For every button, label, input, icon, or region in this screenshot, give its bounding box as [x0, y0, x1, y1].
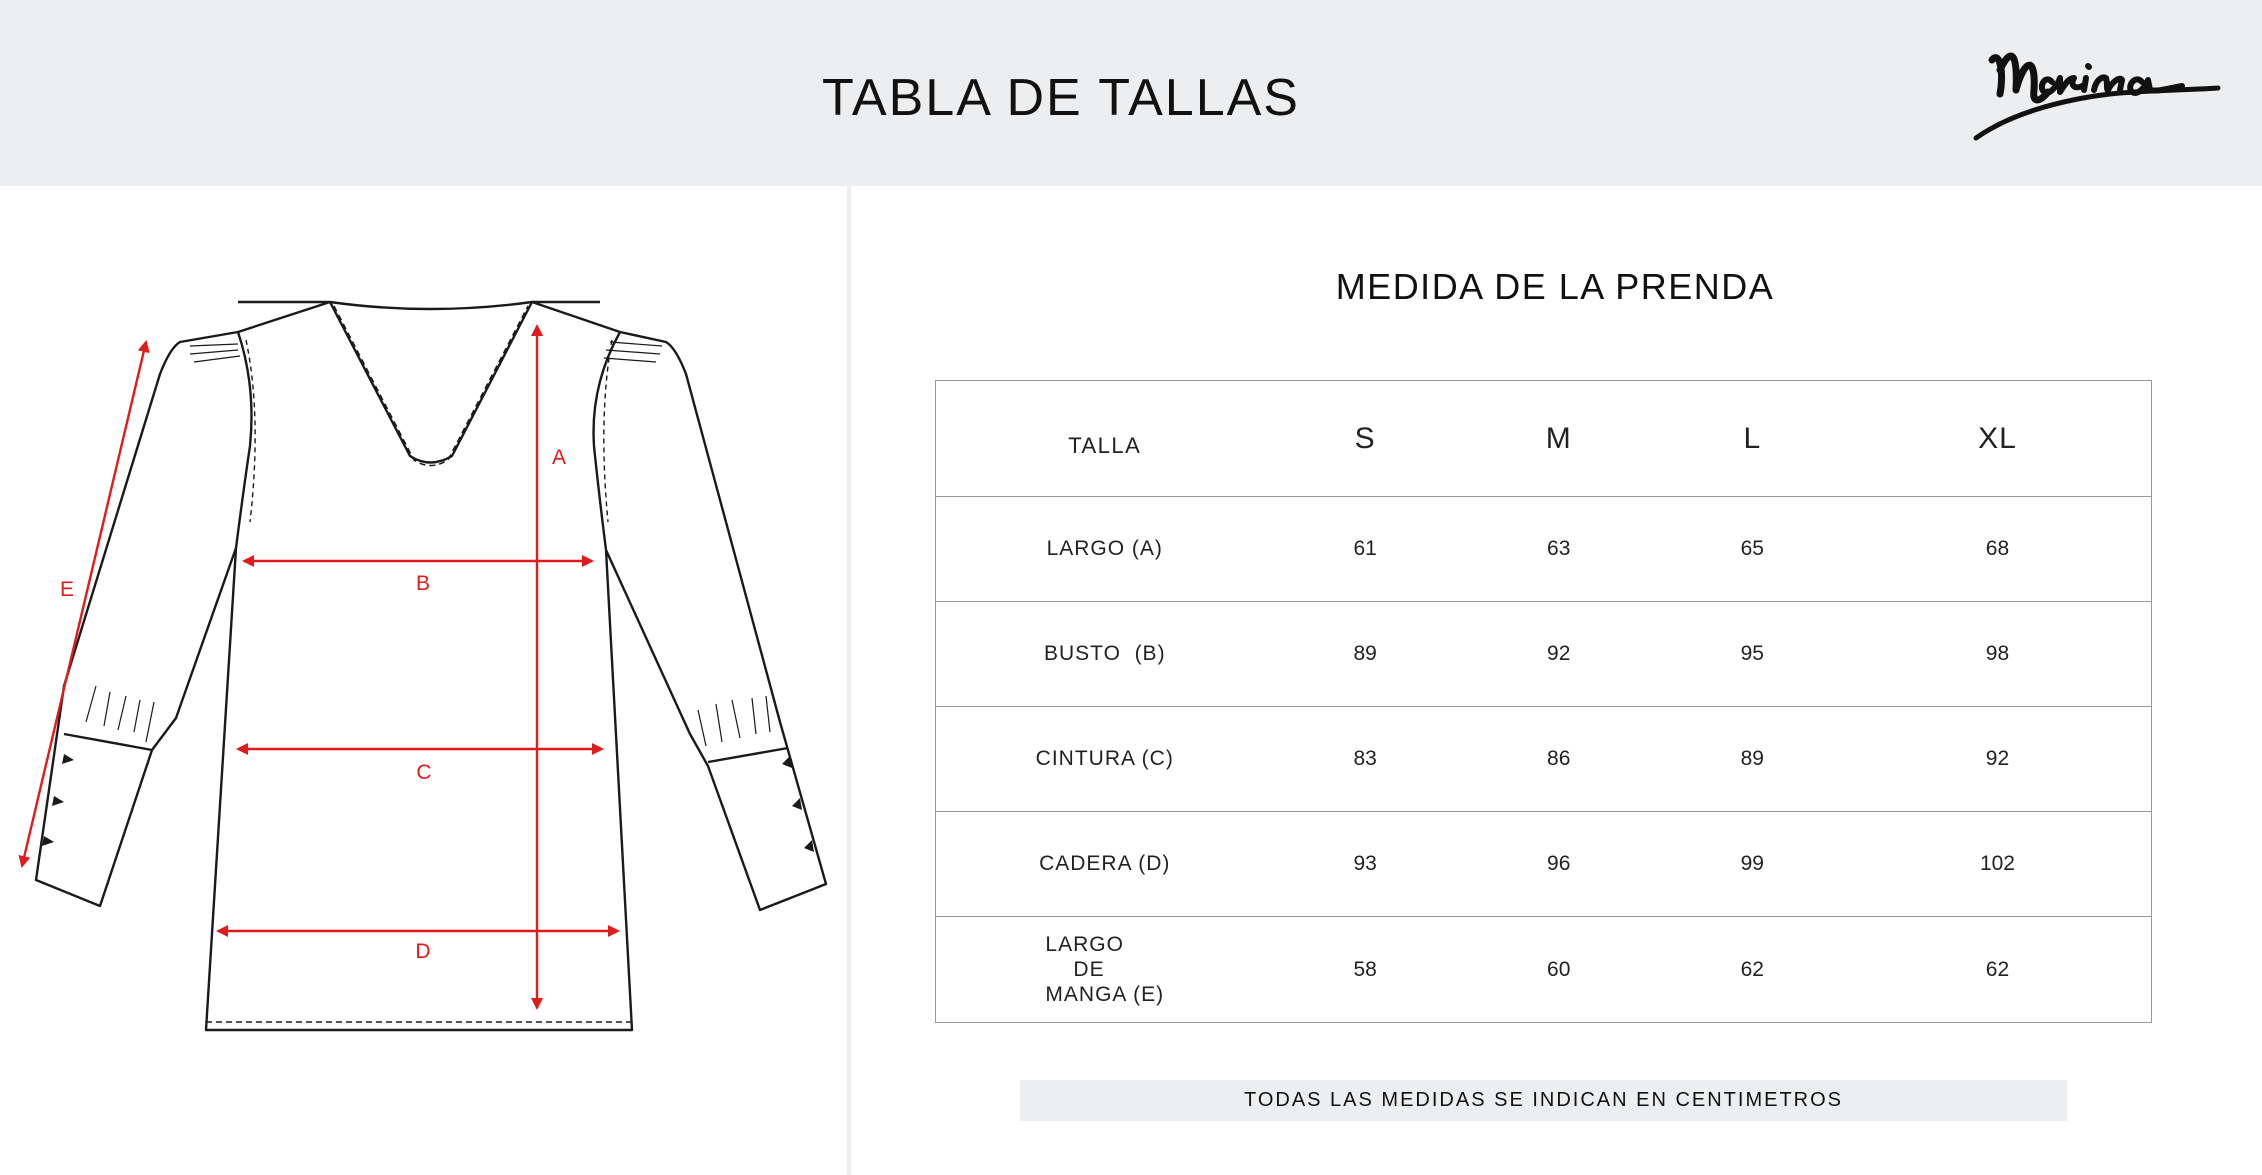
row-label-line: LARGO — [1045, 933, 1124, 956]
row-label-multiline — [1045, 932, 1164, 1007]
brand-logo — [1970, 30, 2230, 150]
table-cell: 62 — [1661, 917, 1844, 1023]
table-cell: 96 — [1457, 812, 1661, 917]
size-table — [935, 380, 2152, 1023]
table-cell: 89 — [1661, 707, 1844, 812]
table-title: MEDIDA DE LA PRENDA — [1335, 266, 1775, 307]
page-title: TABLA DE TALLAS — [822, 69, 1300, 127]
measure-labels — [60, 446, 566, 963]
column-divider — [847, 186, 851, 1175]
size-header: L — [1743, 421, 1762, 455]
table-row — [936, 707, 2152, 812]
label-b: B — [415, 572, 431, 595]
row-label: LARGO (A) — [936, 497, 1274, 602]
size-header: M — [1545, 421, 1572, 455]
table-cell: 92 — [1844, 707, 2152, 812]
row-label — [936, 917, 1274, 1023]
garment-outline — [36, 302, 826, 1030]
garment-diagram — [0, 186, 847, 1175]
table-cell: 60 — [1457, 917, 1661, 1023]
size-header: XL — [1978, 421, 2017, 455]
table-cell: 62 — [1844, 917, 2152, 1023]
measure-arrows — [22, 326, 618, 1008]
row-label: CADERA (D) — [936, 812, 1274, 917]
row-label: CINTURA (C) — [936, 707, 1274, 812]
label-a: A — [552, 446, 567, 469]
table-row — [936, 602, 2152, 707]
header-label: TALLA — [1068, 432, 1142, 458]
table-cell: 61 — [1274, 497, 1457, 602]
table-cell: 93 — [1274, 812, 1457, 917]
table-cell: 58 — [1274, 917, 1457, 1023]
label-d: D — [415, 940, 431, 963]
table-cell: 99 — [1661, 812, 1844, 917]
table-row — [936, 917, 2152, 1023]
row-label: BUSTO (B) — [936, 602, 1274, 707]
table-cell: 102 — [1844, 812, 2152, 917]
table-header-row — [936, 381, 2152, 497]
label-c: C — [416, 761, 432, 784]
label-e: E — [60, 578, 75, 601]
units-note: TODAS LAS MEDIDAS SE INDICAN EN CENTIMETROS — [1020, 1080, 2067, 1121]
arrow-e — [22, 342, 146, 866]
size-header: S — [1354, 421, 1376, 455]
table-row — [936, 812, 2152, 917]
table-cell: 68 — [1844, 497, 2152, 602]
row-label-line: DE — [1073, 958, 1105, 981]
row-label-line: MANGA (E) — [1045, 983, 1165, 1006]
table-cell: 65 — [1661, 497, 1844, 602]
table-cell: 98 — [1844, 602, 2152, 707]
table-cell: 83 — [1274, 707, 1457, 812]
table-cell: 86 — [1457, 707, 1661, 812]
table-cell: 89 — [1274, 602, 1457, 707]
table-cell: 95 — [1661, 602, 1844, 707]
table-row — [936, 497, 2152, 602]
header-bar — [0, 0, 2262, 186]
table-cell: 92 — [1457, 602, 1661, 707]
table-cell: 63 — [1457, 497, 1661, 602]
